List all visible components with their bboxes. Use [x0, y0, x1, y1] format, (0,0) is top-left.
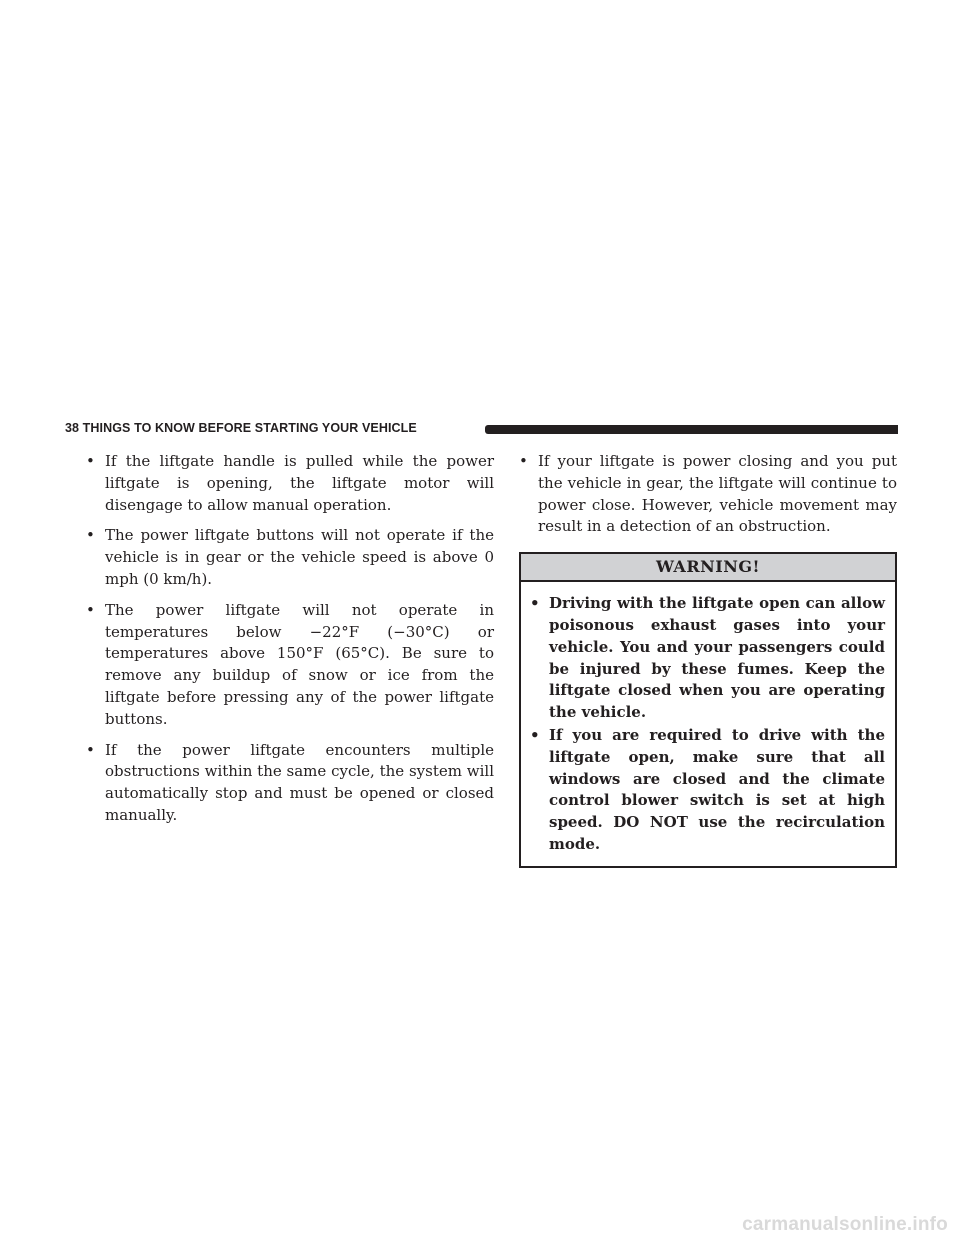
bullet-icon: •	[530, 594, 540, 613]
warning-box	[519, 552, 897, 868]
list-item-text: The power liftgate will not operate in temperatures below −22°F (−30°C) or temperatures above 150°F (65°C). Be sure to remove any buildup of snow or ice from the liftgate before pressing any of the power liftgate buttons.	[105, 600, 494, 728]
watermark: carmanualsonline.info	[742, 1214, 948, 1235]
right-column	[519, 451, 897, 868]
list-item	[519, 451, 897, 538]
bullet-icon: •	[519, 452, 528, 470]
warning-list-item	[530, 593, 885, 724]
page-header-text: 38 THINGS TO KNOW BEFORE STARTING YOUR VEHICLE	[65, 421, 423, 435]
warning-body	[521, 582, 895, 866]
list-item	[86, 600, 494, 731]
list-item-text: If the power liftgate encounters multiple obstructions within the same cycle, the system will automatically stop and must be opened or closed manually.	[105, 740, 494, 824]
list-item-text: If your liftgate is power closing and you put the vehicle in gear, the liftgate will continue to power close. However, vehicle movement may result in a detection of an obstruction.	[538, 452, 897, 536]
list-item	[86, 740, 494, 827]
list-item	[86, 451, 494, 516]
bullet-icon: •	[86, 452, 95, 470]
left-column	[86, 451, 494, 836]
list-item-text: If the liftgate handle is pulled while the power liftgate is opening, the liftgate motor will disengage to allow manual operation.	[105, 452, 494, 514]
bullet-icon: •	[530, 725, 540, 744]
warning-list-item	[530, 725, 885, 856]
bullet-icon: •	[86, 526, 95, 545]
warning-item-text: If you are required to drive with the liftgate open, make sure that all windows are closed and the climate control blower switch is set at high speed. DO NOT use the recirculation mode.	[549, 725, 885, 853]
warning-title: WARNING!	[521, 554, 895, 582]
list-item	[86, 525, 494, 590]
bullet-icon: •	[86, 740, 95, 759]
bullet-icon: •	[86, 600, 95, 619]
list-item-text: The power liftgate buttons will not operate if the vehicle is in gear or the vehicle speed is above 0 mph (0 km/h).	[105, 526, 494, 588]
header-rule	[485, 425, 898, 434]
running-head	[65, 420, 898, 440]
warning-item-text: Driving with the liftgate open can allow poisonous exhaust gases into your vehicle. You and your passengers could be injured by these fumes. Keep the liftgate closed when you are operating the vehicle.	[549, 594, 885, 722]
